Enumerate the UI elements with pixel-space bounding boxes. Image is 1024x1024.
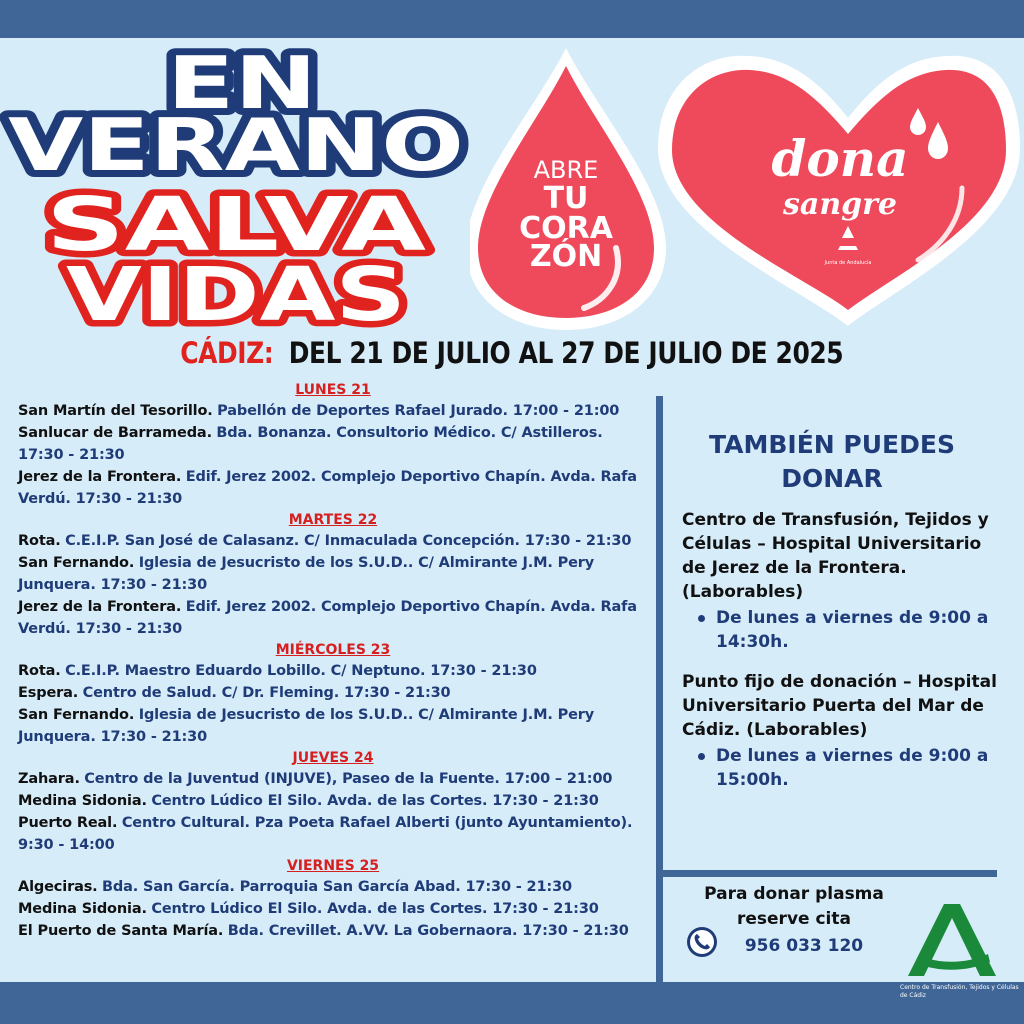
entry-detail: Edif. Jerez 2002. Complejo Deportivo Chapín. Avda. Rafa Verdú. 17:30 - 21:30 <box>18 469 637 507</box>
headline-line-en: EN <box>167 41 317 125</box>
entry-place: El Puerto de Santa María. <box>18 923 224 939</box>
schedule-entry <box>18 596 648 640</box>
day-title: JUEVES 24 <box>292 750 374 766</box>
entry-detail: Centro de la Juventud (INJUVE), Paseo de la Fuente. 17:00 – 21:00 <box>84 771 613 787</box>
also-donate-title <box>682 428 982 496</box>
entry-place: Puerto Real. <box>18 815 118 831</box>
heart-icon <box>658 56 1020 326</box>
schedule-entry <box>18 768 648 790</box>
date-range-text: DEL 21 DE JULIO AL 27 DE JULIO DE 2025 <box>288 336 844 370</box>
headline-line-verano: VERANO <box>8 103 465 187</box>
schedule-entry <box>18 898 648 920</box>
entry-place: Sanlucar de Barrameda. <box>18 425 212 441</box>
headline <box>0 38 490 338</box>
entry-detail: C.E.I.P. Maestro Eduardo Lobillo. C/ Neptuno. 17:30 - 21:30 <box>65 663 537 679</box>
vertical-divider <box>656 396 663 982</box>
entry-place: Algeciras. <box>18 879 98 895</box>
schedule-entry <box>18 876 648 898</box>
entry-place: Jerez de la Frontera. <box>18 599 182 615</box>
center-cadiz: Punto fijo de donación – Hospital Universitario Puerta del Mar de Cádiz. (Laborables) <box>682 672 997 740</box>
day-title: VIERNES 25 <box>286 858 380 874</box>
logo-caption: Centro de Transfusión, Tejidos y Células de Cádiz <box>900 984 1019 999</box>
also-donate-panel <box>682 428 1002 792</box>
drop-text-abre: ABRE <box>533 156 599 184</box>
drop-text-cora: CORA <box>519 211 613 246</box>
entry-place: San Martín del Tesorillo. <box>18 403 213 419</box>
entry-place: Medina Sidonia. <box>18 901 147 917</box>
entry-place: San Fernando. <box>18 707 135 723</box>
entry-detail: Bda. San García. Parroquia San García Abad. 17:30 - 21:30 <box>102 879 572 895</box>
heart-text-dona: dona <box>771 129 909 188</box>
schedule-entry <box>18 682 648 704</box>
entry-detail: Centro Lúdico El Silo. Avda. de las Cortes. 17:30 - 21:30 <box>151 901 599 917</box>
also-donate-title-line2: DONAR <box>781 464 883 493</box>
andalucia-logo-icon <box>900 900 1010 982</box>
entry-detail: Centro Lúdico El Silo. Avda. de las Cortes. 17:30 - 21:30 <box>151 793 599 809</box>
entry-place: Zahara. <box>18 771 80 787</box>
schedule-entry <box>18 400 648 422</box>
plasma-line2: reserve cita <box>737 909 851 929</box>
schedule-entry <box>18 552 648 596</box>
schedule-entry <box>18 812 648 856</box>
date-range <box>71 336 952 380</box>
plasma-line1: Para donar plasma <box>704 884 884 904</box>
schedule-entry <box>18 660 648 682</box>
entry-detail: Iglesia de Jesucristo de los S.U.D.. C/ Almirante J.M. Pery Junquera. 17:30 - 21:30 <box>18 707 595 745</box>
entry-place: Rota. <box>18 663 61 679</box>
entry-detail: Iglesia de Jesucristo de los S.U.D.. C/ Almirante J.M. Pery Junquera. 17:30 - 21:30 <box>18 555 595 593</box>
day-title: MARTES 22 <box>288 512 378 528</box>
center-jerez-hours: De lunes a viernes de 9:00 a 14:30h. <box>682 606 1002 654</box>
headline-line-salva: SALVA <box>46 182 426 268</box>
headline-line-vidas: VIDAS <box>66 252 406 338</box>
schedule-list <box>18 380 648 942</box>
schedule-entry <box>18 790 648 812</box>
top-bar <box>0 0 1024 38</box>
bottom-bar <box>0 982 1024 1024</box>
city-label: CÁDIZ: <box>180 336 274 370</box>
horizontal-divider <box>663 870 997 877</box>
entry-place: Espera. <box>18 685 79 701</box>
schedule-entry <box>18 704 648 748</box>
entry-detail: Centro Cultural. Pza Poeta Rafael Alberti (junto Ayuntamiento). 9:30 - 14:00 <box>18 815 633 853</box>
headline-graphic <box>0 38 490 338</box>
blood-drop-icon <box>470 48 666 330</box>
entry-detail: Bda. Crevillet. A.VV. La Gobernaora. 17:30 - 21:30 <box>227 923 629 939</box>
phone-icon <box>686 926 718 958</box>
drop-text-tu: TU <box>543 181 589 216</box>
day-title: LUNES 21 <box>295 382 371 398</box>
schedule-entry <box>18 466 648 510</box>
drop-and-heart-graphic <box>470 38 1024 338</box>
entry-place: San Fernando. <box>18 555 135 571</box>
center-cadiz-hours: De lunes a viernes de 9:00 a 15:00h. <box>682 744 1002 792</box>
entry-detail: Bda. Bonanza. Consultorio Médico. C/ Astilleros. 17:30 - 21:30 <box>18 425 603 463</box>
entry-place: Medina Sidonia. <box>18 793 147 809</box>
entry-place: Rota. <box>18 533 61 549</box>
center-jerez: Centro de Transfusión, Tejidos y Células – Hospital Universitario de Jerez de la Frontera. (Laborables) <box>682 510 989 602</box>
entry-detail: Pabellón de Deportes Rafael Jurado. 17:00 - 21:00 <box>217 403 620 419</box>
day-title: MIÉRCOLES 23 <box>275 642 391 658</box>
plasma-phone-number[interactable]: 956 033 120 <box>744 936 864 956</box>
heart-text-sangre: sangre <box>782 187 898 222</box>
entry-detail: Centro de Salud. C/ Dr. Fleming. 17:30 - 21:30 <box>82 685 451 701</box>
heart-logo-text: Junta de Andalucía <box>824 260 872 266</box>
schedule-entry <box>18 920 648 942</box>
entry-place: Jerez de la Frontera. <box>18 469 182 485</box>
entry-detail: C.E.I.P. San José de Calasanz. C/ Inmaculada Concepción. 17:30 - 21:30 <box>65 533 632 549</box>
drop-text-zon: ZÓN <box>529 239 603 274</box>
schedule-entry <box>18 422 648 466</box>
schedule-entry <box>18 530 648 552</box>
entry-detail: Edif. Jerez 2002. Complejo Deportivo Chapín. Avda. Rafa Verdú. 17:30 - 21:30 <box>18 599 637 637</box>
also-donate-title-line1: TAMBIÉN PUEDES <box>709 430 955 459</box>
